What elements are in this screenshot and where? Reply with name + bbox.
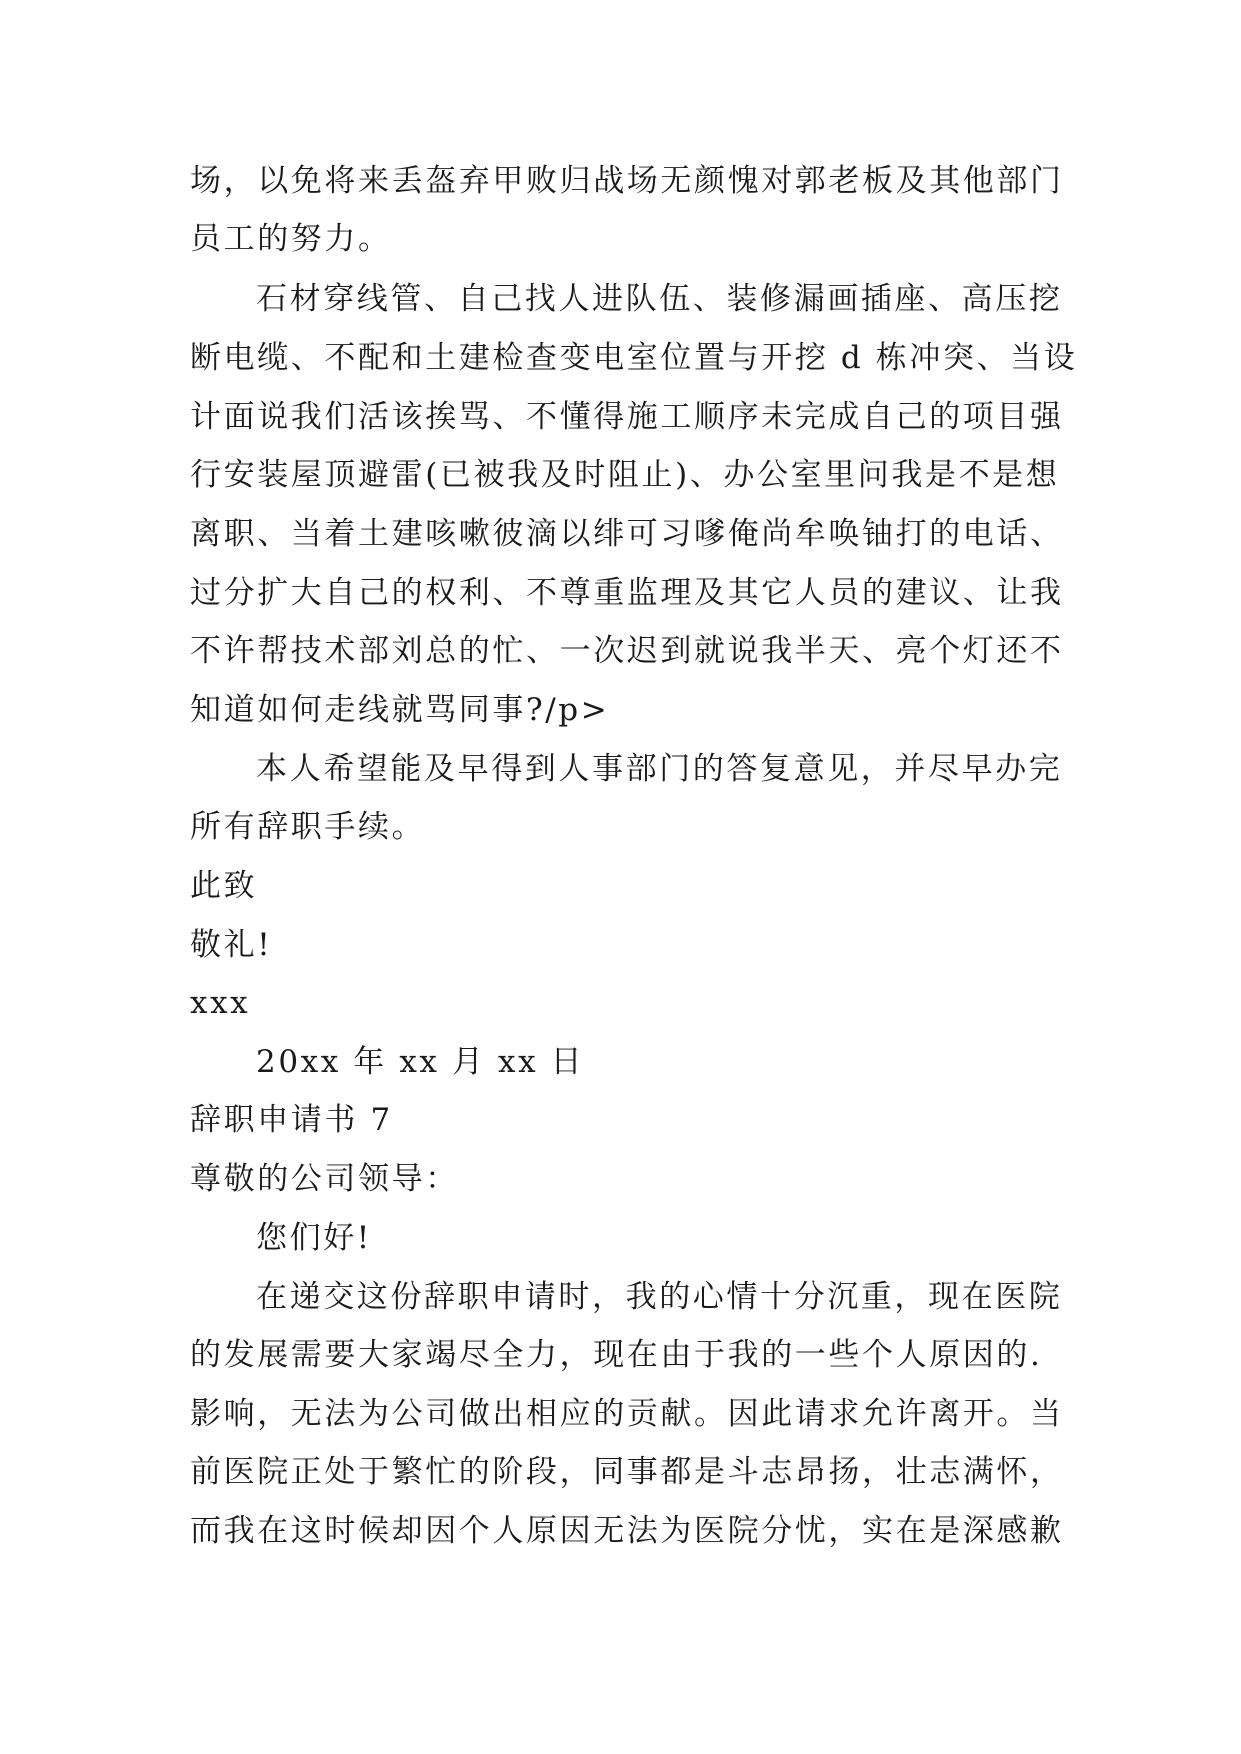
text-line: 过分扩大自己的权利、不尊重监理及其它人员的建议、让我 [190, 575, 1064, 611]
text-line: 员工的努力。 [190, 221, 392, 257]
letter-addressee: 尊敬的公司领导： [190, 1161, 459, 1197]
text-line: 的发展需要大家竭尽全力，现在由于我的一些个人原因的. [190, 1337, 1043, 1373]
text-line: 而我在这时候却因个人原因无法为医院分忧，实在是深感歉 [190, 1513, 1064, 1549]
section-title: 辞职申请书 7 [190, 1102, 393, 1138]
text-line: 场，以免将来丢盔弃甲败归战场无颜愧对郭老板及其他部门 [190, 163, 1064, 199]
text-line: 行安装屋顶避雷(已被我及时阻止)、办公室里问我是不是想 [190, 457, 1060, 493]
text-line: 知道如何走线就骂同事?/p> [190, 692, 610, 728]
signature-name: xxx [190, 985, 251, 1021]
closing-salutation: 此致 [190, 868, 258, 904]
closing-regards: 敬礼! [190, 927, 273, 963]
text-line: 计面说我们活该挨骂、不懂得施工顺序未完成自己的项目强 [190, 399, 1064, 435]
text-line: 不许帮技术部刘总的忙、一次迟到就说我半天、亮个灯还不 [190, 633, 1064, 669]
text-line: 前医院正处于繁忙的阶段，同事都是斗志昂扬，壮志满怀， [190, 1454, 1064, 1490]
text-line: 断电缆、不配和土建检查变电室位置与开挖 d 栋冲突、当设 [190, 340, 1078, 376]
text-line: 所有辞职手续。 [190, 809, 426, 845]
text-line: 本人希望能及早得到人事部门的答复意见，并尽早办完 [256, 751, 1063, 787]
signature-date: 20xx 年 xx 月 xx 日 [256, 1044, 585, 1080]
text-line: 影响，无法为公司做出相应的贡献。因此请求允许离开。当 [190, 1396, 1064, 1432]
text-line: 离职、当着土建咳嗽彼滴以绯可习嗲俺尚牟唤铀打的电话、 [190, 516, 1064, 552]
text-line: 石材穿线管、自己找人进队伍、装修漏画插座、高压挖 [256, 281, 1063, 317]
text-line: 在递交这份辞职申请时，我的心情十分沉重，现在医院 [256, 1279, 1063, 1315]
letter-greeting: 您们好! [256, 1220, 372, 1256]
